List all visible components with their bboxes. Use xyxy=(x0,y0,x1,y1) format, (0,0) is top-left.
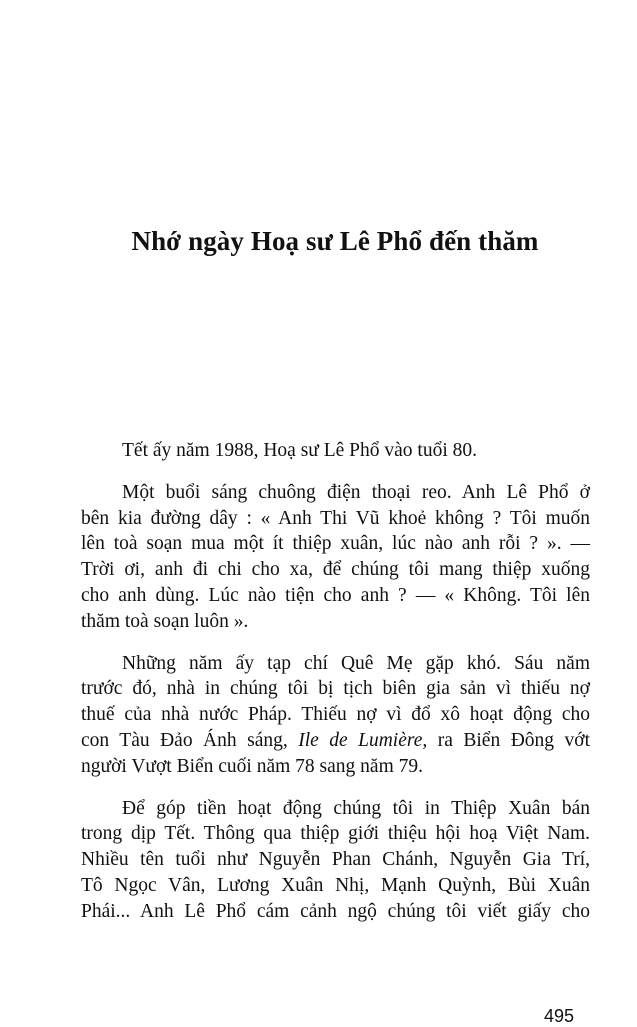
text-line: Phái... Anh Lê Phổ cám cảnh ngộ chúng tôi viết giấy cho xyxy=(81,900,590,922)
paragraph xyxy=(81,796,590,925)
text-line: Những năm ấy tạp chí Quê Mẹ gặp khó. Sáu năm xyxy=(122,652,590,674)
text-line: bên kia đường dây : « Anh Thi Vũ khoẻ không ? Tôi muốn xyxy=(81,507,590,529)
text-line: Tô Ngọc Vân, Lương Xuân Nhị, Mạnh Quỳnh, Bùi Xuân xyxy=(81,874,590,896)
text-line: Một buổi sáng chuông điện thoại reo. Anh Lê Phổ ở xyxy=(122,481,590,503)
text-line: trong dịp Tết. Thông qua thiệp giới thiệu hội hoạ Việt Nam. xyxy=(81,823,590,845)
text-line: lên toà soạn mua một ít thiệp xuân, lúc nào anh rỗi ? ». — xyxy=(81,533,590,555)
text-run: ra Biển Đông vớt xyxy=(427,729,590,751)
chapter-title: Nhớ ngày Hoạ sư Lê Phổ đến thăm xyxy=(131,226,539,256)
paragraph xyxy=(81,651,590,780)
text-line: Để góp tiền hoạt động chúng tôi in Thiệp Xuân bán xyxy=(122,797,590,819)
text-line: cho anh dùng. Lúc nào tiện cho anh ? — « Không. Tôi lên xyxy=(81,584,590,606)
text-line: thăm toà soạn luôn ». xyxy=(81,610,249,632)
text-line: Trời ơi, anh đi chi cho xa, để chúng tôi mang thiệp xuống xyxy=(81,559,590,581)
text-line: người Vượt Biển cuối năm 78 sang năm 79. xyxy=(81,755,423,777)
text-run: con Tàu Đảo Ánh sáng, xyxy=(81,729,299,751)
page-number: 495 xyxy=(544,1006,575,1026)
italic-ship-name: Ile de Lumière, xyxy=(298,729,428,751)
body-text xyxy=(81,438,590,941)
text-line: thuế của nhà nước Pháp. Thiếu nợ vì đổ xô hoạt động cho xyxy=(81,704,590,726)
paragraph xyxy=(81,480,590,635)
text-line: Nhiều tên tuổi như Nguyễn Phan Chánh, Nguyễn Gia Trí, xyxy=(81,849,590,871)
text-line-mixed xyxy=(81,728,590,754)
text-line: Tết ấy năm 1988, Hoạ sư Lê Phổ vào tuổi 80. xyxy=(122,440,478,461)
paragraph xyxy=(81,438,590,464)
text-line: trước đó, nhà in chúng tôi bị tịch biên gia sản vì thiếu nợ xyxy=(81,678,590,700)
